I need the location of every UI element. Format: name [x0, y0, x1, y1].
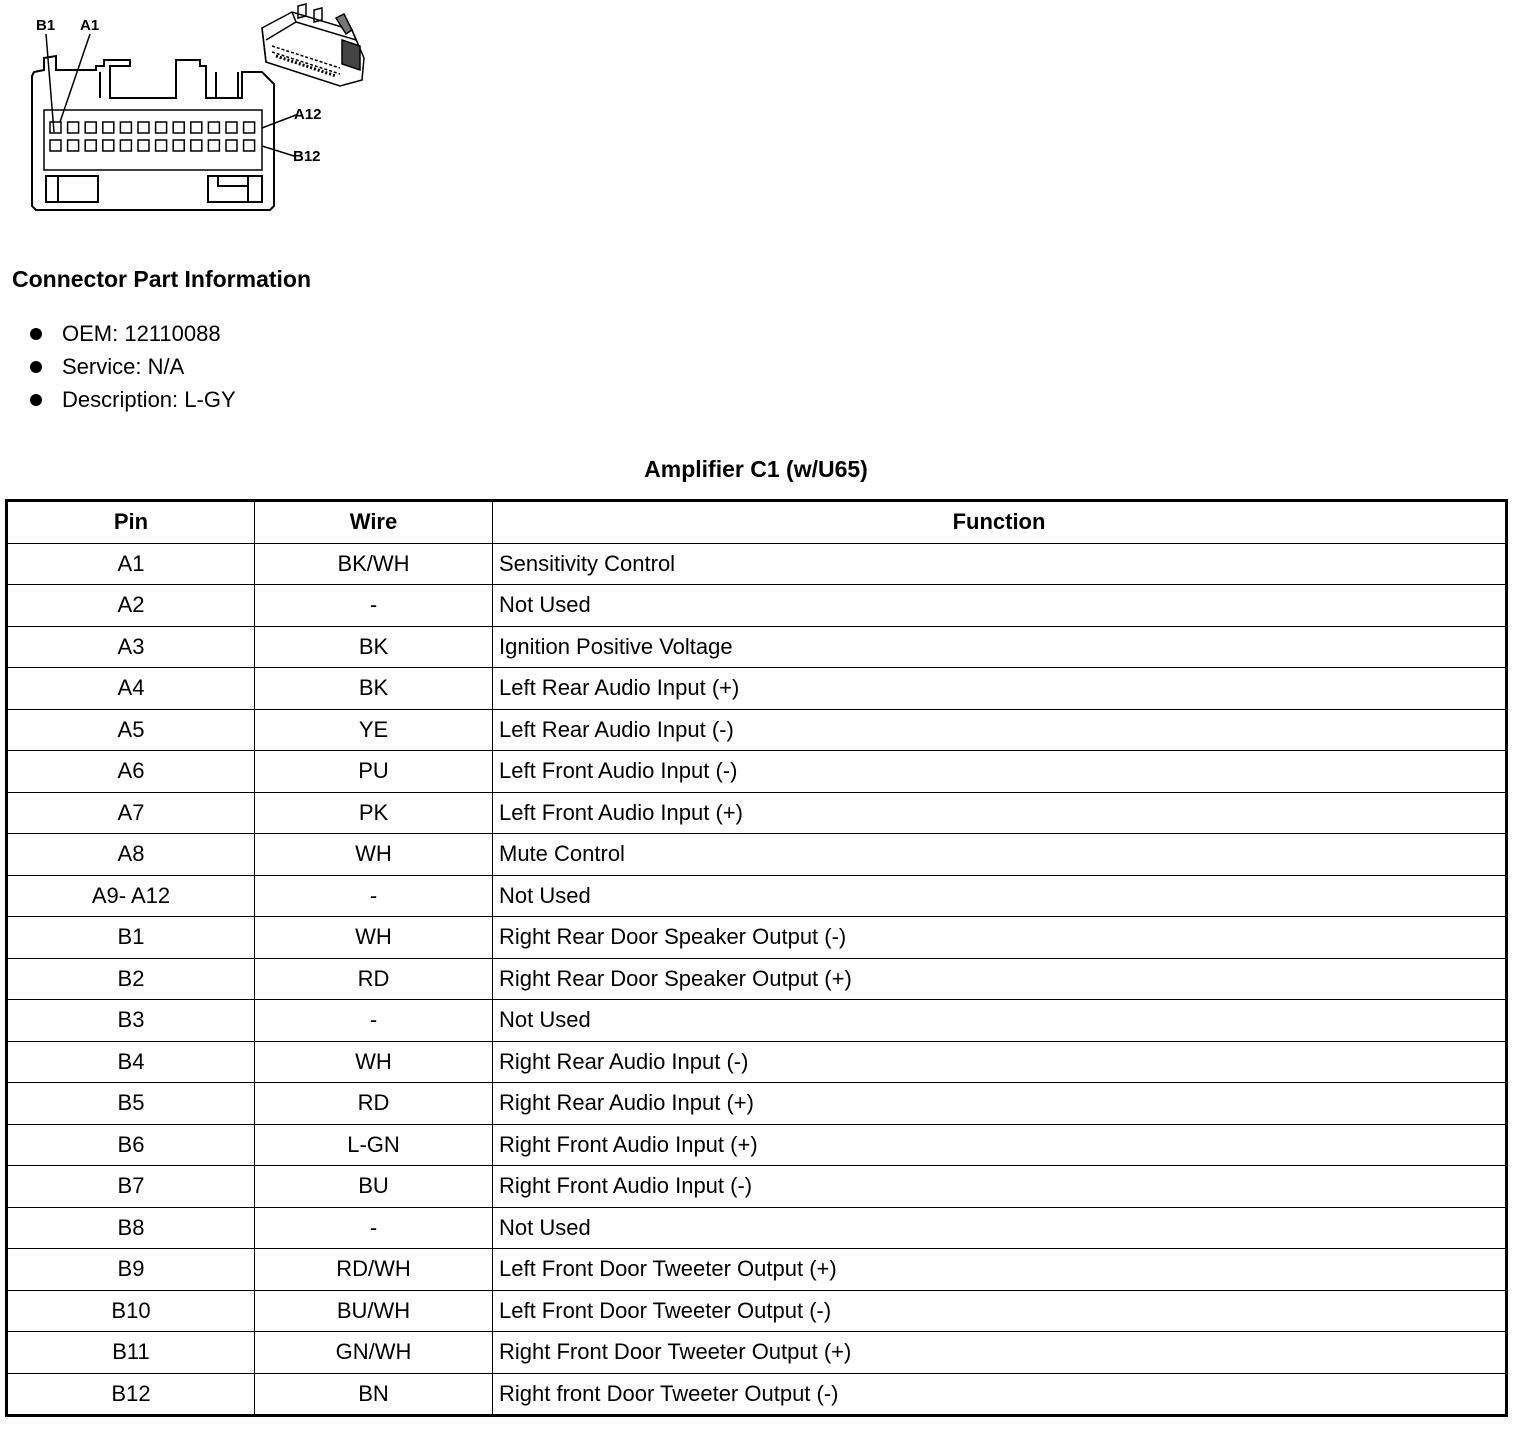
pin-cell: A3 — [7, 626, 255, 668]
pin-cavity — [244, 140, 255, 151]
table-row — [7, 834, 1507, 876]
wire-cell: - — [255, 875, 493, 917]
function-cell: Left Front Door Tweeter Output (+) — [493, 1249, 1507, 1291]
table-row — [7, 709, 1507, 751]
function-cell: Right Rear Door Speaker Output (-) — [493, 917, 1507, 959]
function-cell: Not Used — [493, 1207, 1507, 1249]
pin-cell: B4 — [7, 1041, 255, 1083]
connector-pins — [50, 122, 255, 151]
function-cell: Right front Door Tweeter Output (-) — [493, 1373, 1507, 1416]
pin-cell: A7 — [7, 792, 255, 834]
table-row — [7, 668, 1507, 710]
table-row — [7, 1332, 1507, 1374]
wire-cell: WH — [255, 1041, 493, 1083]
header-wire: Wire — [255, 501, 493, 544]
wire-cell: BK/WH — [255, 543, 493, 585]
pin-cavity — [208, 122, 219, 133]
table-row — [7, 1166, 1507, 1208]
connector-info-oem: OEM: 12110088 — [28, 320, 236, 353]
pin-cavity — [156, 122, 167, 133]
connector-3d-illustration — [262, 4, 364, 86]
pin-cavity — [103, 140, 114, 151]
pin-cell: A8 — [7, 834, 255, 876]
table-row — [7, 917, 1507, 959]
table-row — [7, 751, 1507, 793]
function-cell: Right Front Audio Input (+) — [493, 1124, 1507, 1166]
pin-cavity — [191, 122, 202, 133]
table-row — [7, 1207, 1507, 1249]
pin-cell: A2 — [7, 585, 255, 627]
pin-cell: B11 — [7, 1332, 255, 1374]
function-cell: Left Front Door Tweeter Output (-) — [493, 1290, 1507, 1332]
table-row — [7, 958, 1507, 1000]
pin-cavity — [138, 122, 149, 133]
pin-cavity — [120, 140, 131, 151]
pin-cell: A1 — [7, 543, 255, 585]
pin-cavity — [68, 122, 79, 133]
pin-cell: B7 — [7, 1166, 255, 1208]
function-cell: Right Rear Audio Input (-) — [493, 1041, 1507, 1083]
function-cell: Sensitivity Control — [493, 543, 1507, 585]
pin-cavity — [85, 140, 96, 151]
wire-cell: RD — [255, 1083, 493, 1125]
pin-cavity — [50, 140, 61, 151]
wire-cell: BK — [255, 668, 493, 710]
pin-cell: A6 — [7, 751, 255, 793]
pin-cell: B5 — [7, 1083, 255, 1125]
table-row — [7, 1249, 1507, 1291]
table-row — [7, 792, 1507, 834]
pin-cell: B12 — [7, 1373, 255, 1416]
table-row — [7, 543, 1507, 585]
function-cell: Ignition Positive Voltage — [493, 626, 1507, 668]
function-cell: Not Used — [493, 585, 1507, 627]
pin-cavity — [226, 140, 237, 151]
wire-cell: BN — [255, 1373, 493, 1416]
table-row — [7, 1373, 1507, 1416]
pin-cell: B2 — [7, 958, 255, 1000]
pin-cavity — [244, 122, 255, 133]
function-cell: Not Used — [493, 875, 1507, 917]
wire-cell: WH — [255, 834, 493, 876]
function-cell: Left Front Audio Input (+) — [493, 792, 1507, 834]
pin-cell: B10 — [7, 1290, 255, 1332]
pin-cavity — [173, 140, 184, 151]
pinout-table — [5, 499, 1508, 1417]
bullet-icon — [30, 328, 42, 340]
pin-label-a12: A12 — [294, 106, 322, 123]
function-cell: Right Rear Door Speaker Output (+) — [493, 958, 1507, 1000]
wire-cell: GN/WH — [255, 1332, 493, 1374]
wire-cell: - — [255, 1207, 493, 1249]
wire-cell: PU — [255, 751, 493, 793]
pin-cavity — [138, 140, 149, 151]
pin-cavity — [156, 140, 167, 151]
pin-cavity — [50, 122, 61, 133]
function-cell: Left Front Audio Input (-) — [493, 751, 1507, 793]
pin-cavity — [191, 140, 202, 151]
bullet-icon — [30, 394, 42, 406]
function-cell: Left Rear Audio Input (+) — [493, 668, 1507, 710]
wire-cell: RD — [255, 958, 493, 1000]
connector-diagram — [0, 0, 400, 225]
table-row — [7, 1000, 1507, 1042]
function-cell: Right Front Door Tweeter Output (+) — [493, 1332, 1507, 1374]
pin-cell: B8 — [7, 1207, 255, 1249]
wire-cell: PK — [255, 792, 493, 834]
table-row — [7, 1083, 1507, 1125]
table-row — [7, 1290, 1507, 1332]
pin-cavity — [103, 122, 114, 133]
table-title: Amplifier C1 (w/U65) — [644, 456, 868, 482]
wire-cell: RD/WH — [255, 1249, 493, 1291]
table-row — [7, 1124, 1507, 1166]
pin-cavity — [226, 122, 237, 133]
function-cell: Not Used — [493, 1000, 1507, 1042]
pin-cell: B3 — [7, 1000, 255, 1042]
pin-cavity — [68, 140, 79, 151]
pin-cavity — [173, 122, 184, 133]
pin-cell: A4 — [7, 668, 255, 710]
connector-info-description: Description: L-GY — [28, 386, 236, 419]
pin-cell: B1 — [7, 917, 255, 959]
connector-info-list — [28, 320, 236, 419]
pin-cavity — [208, 140, 219, 151]
wire-cell: L-GN — [255, 1124, 493, 1166]
wire-cell: BK — [255, 626, 493, 668]
function-cell: Right Front Audio Input (-) — [493, 1166, 1507, 1208]
table-header-row — [7, 501, 1507, 544]
table-row — [7, 626, 1507, 668]
connector-part-info-title: Connector Part Information — [12, 266, 312, 292]
wire-cell: BU/WH — [255, 1290, 493, 1332]
table-row — [7, 875, 1507, 917]
bullet-icon — [30, 361, 42, 373]
pin-cavity — [85, 122, 96, 133]
pin-label-a1: A1 — [80, 17, 100, 34]
header-pin: Pin — [7, 501, 255, 544]
wire-cell: YE — [255, 709, 493, 751]
connector-info-service: Service: N/A — [28, 353, 236, 386]
wire-cell: - — [255, 1000, 493, 1042]
function-cell: Left Rear Audio Input (-) — [493, 709, 1507, 751]
wire-cell: - — [255, 585, 493, 627]
function-cell: Mute Control — [493, 834, 1507, 876]
pin-label-b12: B12 — [293, 148, 321, 165]
pin-label-b1: B1 — [36, 17, 56, 34]
table-row — [7, 1041, 1507, 1083]
pin-cell: B6 — [7, 1124, 255, 1166]
pin-cell: A5 — [7, 709, 255, 751]
wire-cell: WH — [255, 917, 493, 959]
wire-cell: BU — [255, 1166, 493, 1208]
header-function: Function — [493, 501, 1507, 544]
pin-cell: B9 — [7, 1249, 255, 1291]
table-row — [7, 585, 1507, 627]
function-cell: Right Rear Audio Input (+) — [493, 1083, 1507, 1125]
pin-cavity — [120, 122, 131, 133]
pin-cell: A9- A12 — [7, 875, 255, 917]
